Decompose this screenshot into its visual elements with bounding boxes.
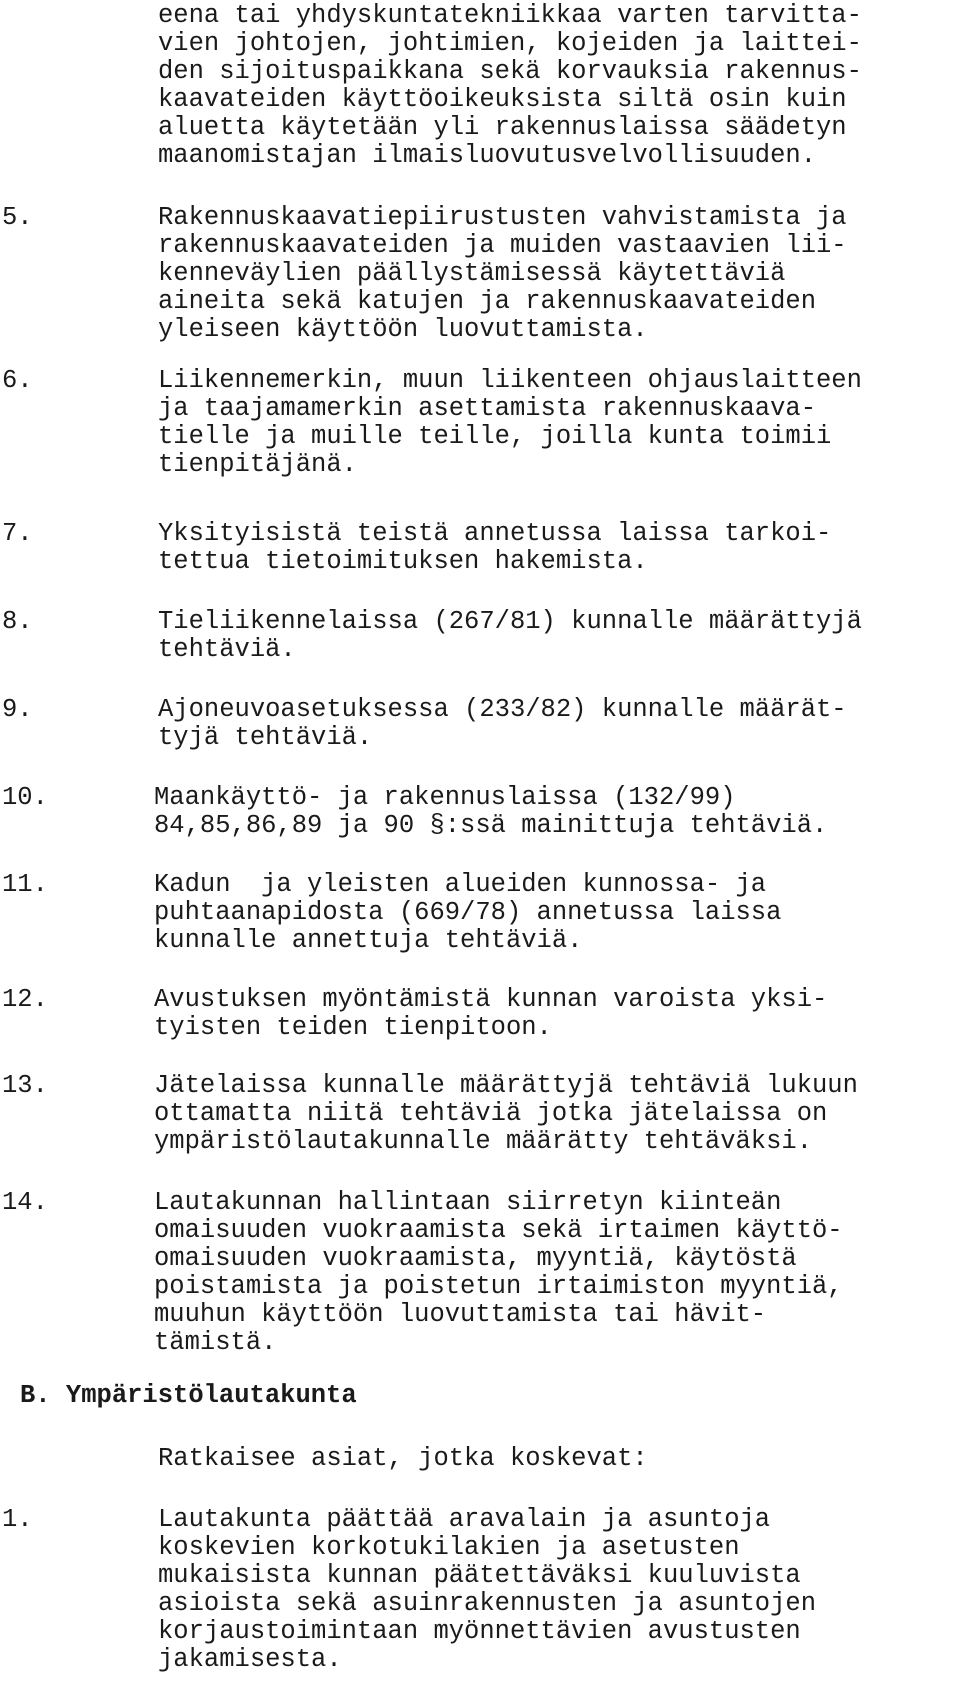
list-item-number: 9.: [2, 695, 33, 724]
list-item-number: 10.: [2, 783, 48, 812]
list-item-number: 1.: [2, 1505, 33, 1534]
section-heading: B. Ympäristölautakunta: [20, 1381, 357, 1410]
list-item-text: Yksityisistä teistä annetussa laissa tarkoi- tettua tietoimituksen hakemista.: [158, 519, 832, 576]
list-item-number: 14.: [2, 1188, 48, 1217]
list-item-text: Jätelaissa kunnalle määrättyjä tehtäviä lukuun ottamatta niitä tehtäviä jotka jätelaissa on ympäristölautakunnalle määrätty tehtäväksi.: [154, 1071, 858, 1156]
list-item-number: 7.: [2, 519, 33, 548]
list-item-text: Rakennuskaavatiepiirustusten vahvistamista ja rakennuskaavateiden ja muiden vastaavien lii- kenneväylien päällystämisessä käytettäviä aineita sekä katujen ja rakennuskaavateiden yleiseen käyttöön luovuttamista.: [158, 203, 847, 344]
list-item-text: Lautakunta päättää aravalain ja asuntoja koskevien korkotukilakien ja asetusten mukaisista kunnan päätettäväksi kuuluvista asioista sekä asuinrakennusten ja asuntojen korjaustoimintaan myönnettävien avustusten jakamisesta.: [158, 1505, 817, 1674]
list-item-text: Liikennemerkin, muun liikenteen ohjauslaitteen ja taajamamerkin asettamista rakennuskaava- tielle ja muille teille, joilla kunta toimii tienpitäjänä.: [158, 366, 862, 479]
list-item-text: Tieliikennelaissa (267/81) kunnalle määrättyjä tehtäviä.: [158, 607, 862, 664]
list-item-text: Lautakunnan hallintaan siirretyn kiinteän omaisuuden vuokraamista sekä irtaimen käyttö- omaisuuden vuokraamista, myyntiä, käytöstä poistamista ja poistetun irtaimiston myyntiä, muuhun käyttöön luovuttamista tai hävit- tämistä.: [154, 1188, 843, 1357]
continuation-paragraph: [0, 2, 960, 172]
list-item-number: 11.: [2, 870, 48, 899]
list-item-text: Avustuksen myöntämistä kunnan varoista yksi- tyisten teiden tienpitoon.: [154, 985, 828, 1042]
section-intro: Ratkaisee asiat, jotka koskevat:: [158, 1444, 648, 1473]
list-item-text: Ajoneuvoasetuksessa (233/82) kunnalle määrät- tyjä tehtäviä.: [158, 695, 847, 752]
list-item-number: 13.: [2, 1071, 48, 1100]
list-item-number: 6.: [2, 366, 33, 395]
continuation-text: eena tai yhdyskuntatekniikkaa varten tarvitta- vien johtojen, johtimien, kojeiden ja laittei- den sijoituspaikkana sekä korvauksia rakennus- kaavateiden käyttöoikeuksista siltä osin kuin aluetta käytetään yli rakennuslaissa säädetyn maanomistajan ilmaisluovutusvelvollisuuden.: [158, 1, 862, 170]
list-item-text: Maankäyttö- ja rakennuslaissa (132/99) 84,85,86,89 ja 90 §:ssä mainittuja tehtäviä.: [154, 783, 828, 840]
list-item-number: 5.: [2, 203, 33, 232]
list-item-number: 8.: [2, 607, 33, 636]
list-item-text: Kadun ja yleisten alueiden kunnossa- ja puhtaanapidosta (669/78) annetussa laissa kunnalle annettuja tehtäviä.: [154, 870, 782, 955]
list-item-number: 12.: [2, 985, 48, 1014]
